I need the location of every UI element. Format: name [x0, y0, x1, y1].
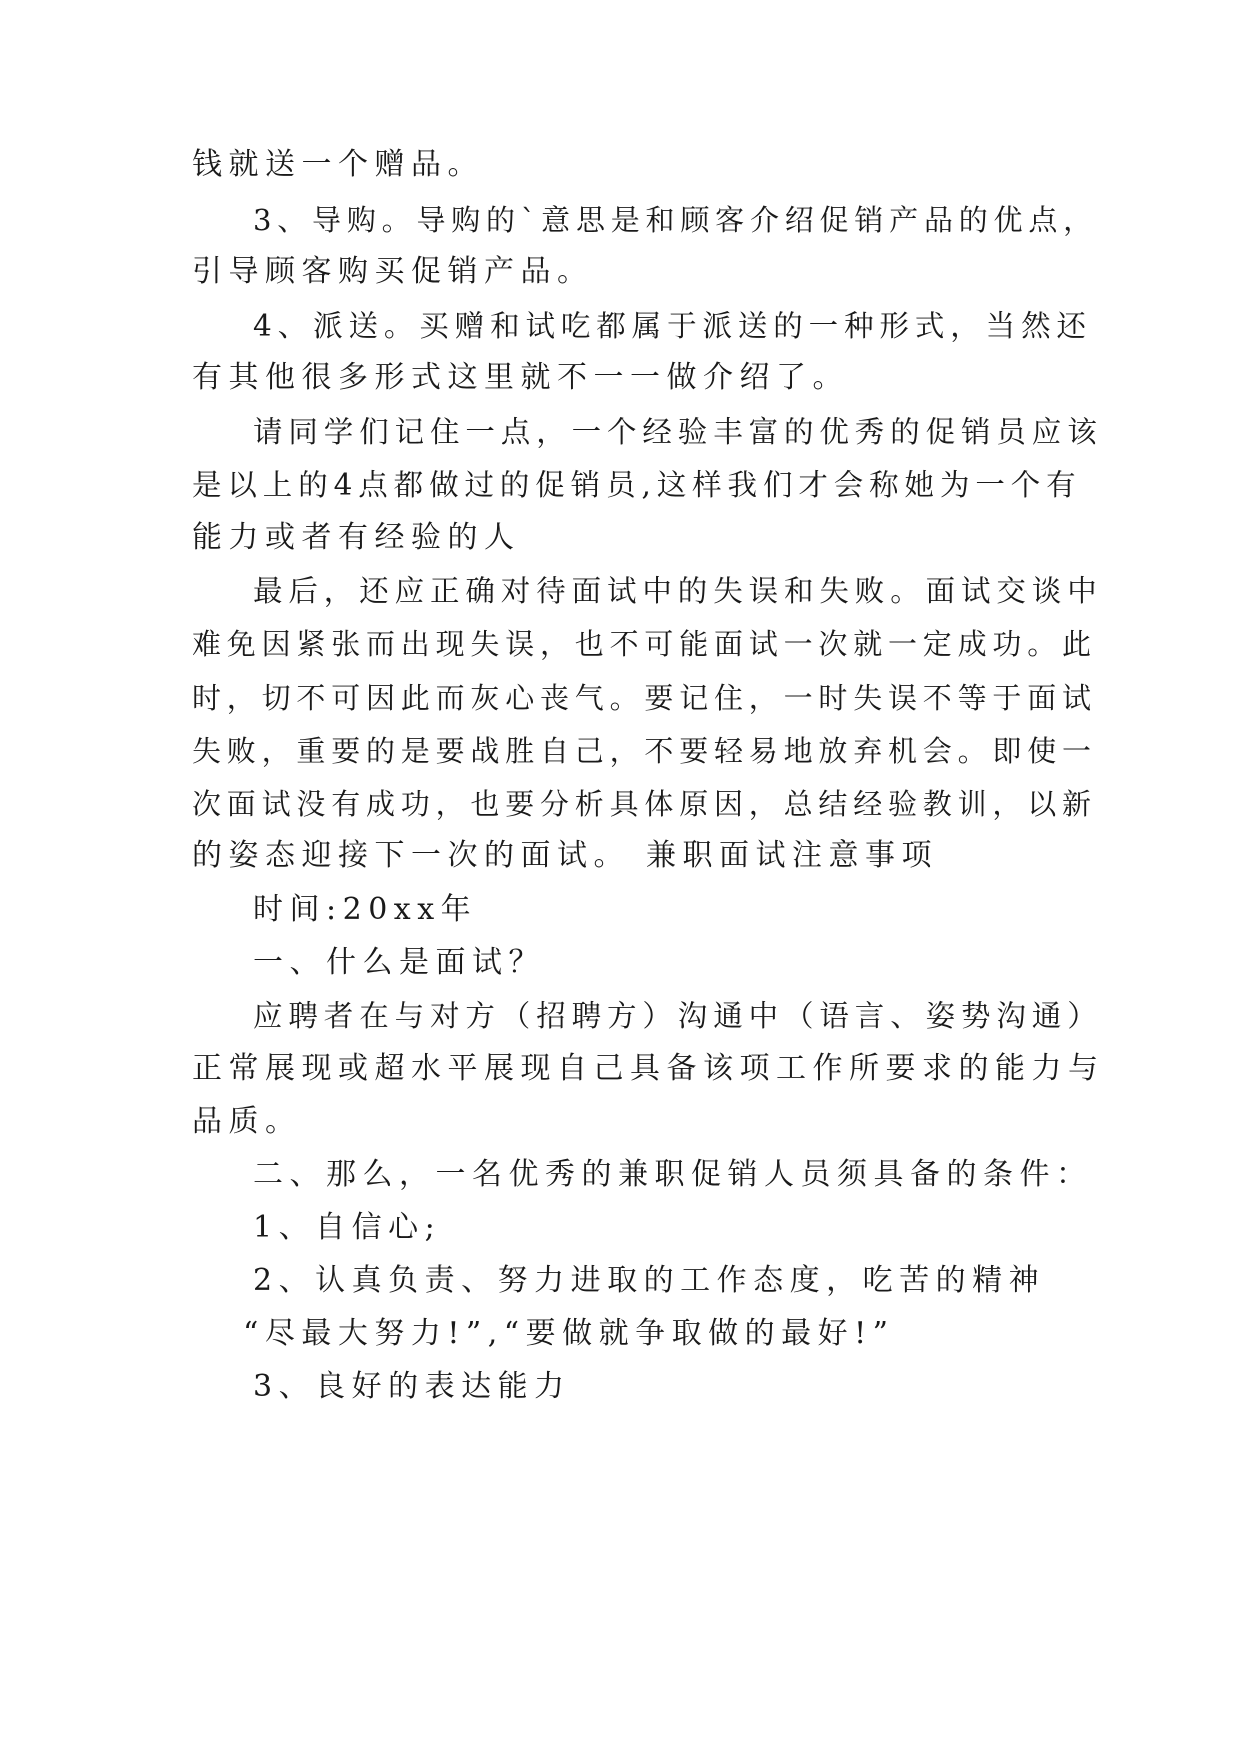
text-line: 钱就送一个赠品。 [192, 147, 484, 182]
text-line: 3、导购。导购的`意思是和顾客介绍促销产品的优点， [253, 203, 1098, 237]
text-line: 能力或者有经验的人 [192, 520, 521, 555]
text-line: 一、什么是面试？ [253, 945, 545, 980]
text-line: 时，切不可因此而灰心丧气。要记住，一时失误不等于面试 [192, 681, 1097, 715]
text-line: 引导顾客购买促销产品。 [192, 254, 594, 289]
text-line: 1、自信心; [253, 1210, 442, 1245]
text-line: 3、良好的表达能力 [253, 1369, 571, 1404]
text-line: 品质。 [192, 1104, 302, 1139]
text-line: 应聘者在与对方（招聘方）沟通中（语言、姿势沟通） [253, 999, 1103, 1033]
text-line: 2、认真负责、努力进取的工作态度，吃苦的精神 [253, 1263, 1046, 1298]
text-line: 次面试没有成功，也要分析具体原因，总结经验教训，以新 [192, 787, 1097, 821]
text-line: 有其他很多形式这里就不一一做介绍了。 [192, 360, 849, 395]
text-line: 的姿态迎接下一次的面试。 兼职面试注意事项 [192, 838, 939, 873]
text-line: 最后，还应正确对待面试中的失误和失败。面试交谈中 [253, 574, 1103, 608]
text-line: 请同学们记住一点，一个经验丰富的优秀的促销员应该 [253, 415, 1103, 449]
text-line: 正常展现或超水平展现自己具备该项工作所要求的能力与 [192, 1051, 1105, 1086]
text-line: “尽最大努力!”,“要做就争取做的最好!” [243, 1316, 895, 1351]
text-line: 时间:20xx年 [253, 892, 478, 927]
text-line: 失败，重要的是要战胜自己，不要轻易地放弃机会。即使一 [192, 734, 1097, 768]
text-line: 4、派送。买赠和试吃都属于派送的一种形式，当然还 [253, 309, 1092, 343]
text-line: 二、那么，一名优秀的兼职促销人员须具备的条件： [253, 1157, 1093, 1192]
text-line: 是以上的4点都做过的促销员,这样我们才会称她为一个有 [192, 468, 1082, 502]
text-line: 难免因紧张而出现失误，也不可能面试一次就一定成功。此 [192, 627, 1097, 661]
